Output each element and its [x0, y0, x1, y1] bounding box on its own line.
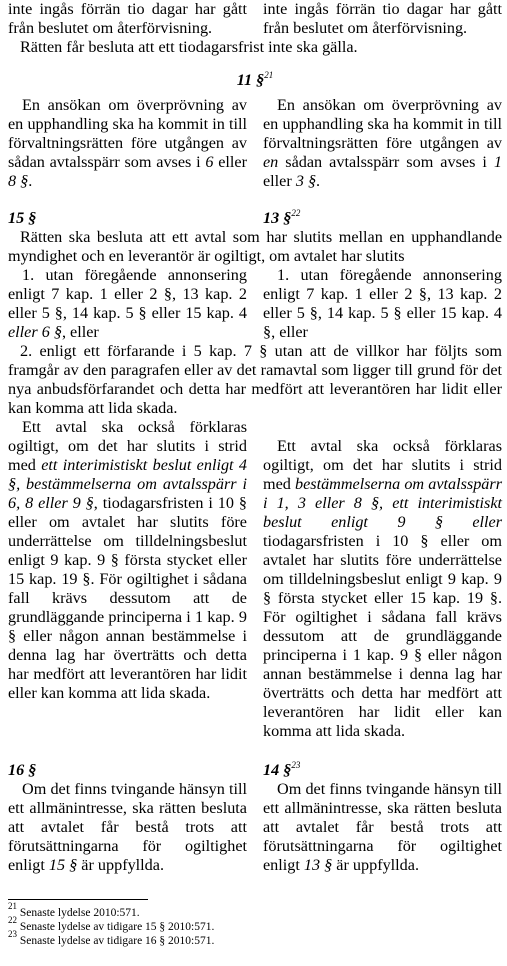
section-15-left-item1: 1. utan föregående annonsering enligt 7 kap. 1 eller 2 §, 13 kap. 2 eller 5 §, 14 kap. 5 § eller 15 kap. 4 eller 6 §, eller [8, 266, 247, 341]
section-15-headings [8, 209, 502, 228]
section-11-heading: 11 §$^{21}$ [236, 70, 274, 89]
footnote-21: $^{21}$ Senaste lydelse 2010:571. [8, 901, 140, 919]
section-16-left-text: Om det finns tvingande hänsyn till ett allmänintresse, ska rätten besluta att avtalet får bestå trots att förutsättningarna för ogiltighet enligt 15 § är uppfyllda. [8, 780, 247, 874]
footnote-22: $^{22}$ Senaste lydelse av tidigare 15 § 2010:571. [8, 915, 215, 933]
top-continuation [8, 0, 502, 38]
section-13-right-heading: 13 §$^{22}$ [263, 208, 301, 227]
section-15-left-paragraph2: Ett avtal ska också förklaras ogiltigt, om det har slutits i strid med ett interimistiskt beslut enligt 4 §, bestämmelserna om avtalsspärr i 6, 8 eller 9 §, tiodagarsfristen i 10 § eller om avtalet har slutits före underrättelse om tilldelningsbeslut enligt 9 kap. 9 § första stycket eller 15 kap. 19 §. För ogiltighet i sådana fall krävs dessutom att de grundläggande principerna i 1 kap. 9 § eller någon annan bestämmelse i denna lag har överträtts och detta har medfört att leverantören har lidit eller kan komma att lida skada. [8, 418, 247, 702]
section-15-shared-intro: Rätten ska besluta att ett avtal som har slutits mellan en upphandlande myndighet och en leverantör är ogiltigt, om avtalet har slutits [8, 228, 502, 265]
section-11-right: En ansökan om överprövning av en upphandling ska ha kommit in till förvaltningsrätten före utgången av en sådan avtalsspärr som avses i 1 eller 3 §. [263, 96, 502, 190]
top-left-text: inte ingås förrän tio dagar har gått från beslutet om återförvisning. [8, 0, 247, 37]
section-13-right-item1: 1. utan föregående annonsering enligt 7 kap. 1 eller 2 §, 13 kap. 2 eller 5 §, 14 kap. 5 § eller 15 kap. 4 §, eller [263, 266, 502, 341]
section-11-columns [8, 96, 502, 191]
section-14-right-heading: 14 §$^{23}$ [263, 760, 301, 779]
top-shared-text: Rätten får besluta att ett tiodagarsfrist inte ska gälla. [20, 38, 358, 56]
section-14-right-text: Om det finns tvingande hänsyn till ett allmänintresse, ska rätten besluta att avtalet får bestå trots att förutsättningarna för ogiltighet enligt 13 § är uppfyllda. [263, 780, 502, 874]
section-16-columns [8, 780, 502, 875]
footnote-23: $^{23}$ Senaste lydelse av tidigare 16 § 2010:571. [8, 929, 215, 947]
footnote-divider [8, 899, 148, 900]
section-11-left: En ansökan om överprövning av en upphandling ska ha kommit in till förvaltningsrätten före utgången av sådan avtalsspärr som avses i 6 eller 8 §. [8, 96, 247, 190]
section-15-paragraph2 [8, 418, 502, 741]
section-15-left-heading: 15 § [8, 209, 37, 227]
section-16-left-heading: 16 § [8, 761, 37, 779]
section-15-item1 [8, 266, 502, 342]
footnotes [8, 901, 502, 948]
section-13-right-paragraph2: Ett avtal ska också förklaras ogiltigt, om det har slutits i strid med bestämmelserna om avtalsspärr i 1, 3 eller 8 §, ett interimistiskt beslut enligt 9 § eller tiodagarsfristen i 10 § eller om avtalet har slutits före underrättelse om tilldelningsbeslut enligt 9 kap. 9 § första stycket eller 15 kap. 19 §. För ogiltighet i sådana fall krävs dessutom att de grundläggande principerna i 1 kap. 9 § eller någon annan bestämmelse i denna lag har överträtts och detta har medfört att leverantören har lidit eller kan komma att lida skada. [263, 437, 502, 740]
section-15-shared-item2: 2. enligt ett förfarande i 5 kap. 7 § utan att de villkor har följts som framgår av den paragrafen eller av det ramavtal som ligger till grund för det nya anbudsförfarandet och detta har medfört att leverantören har lidit eller kan komma att lida skada. [8, 342, 502, 417]
law-page [8, 0, 502, 948]
section-16-headings [8, 761, 502, 780]
top-right-text: inte ingås förrän tio dagar har gått från beslutet om återförvisning. [263, 0, 502, 37]
